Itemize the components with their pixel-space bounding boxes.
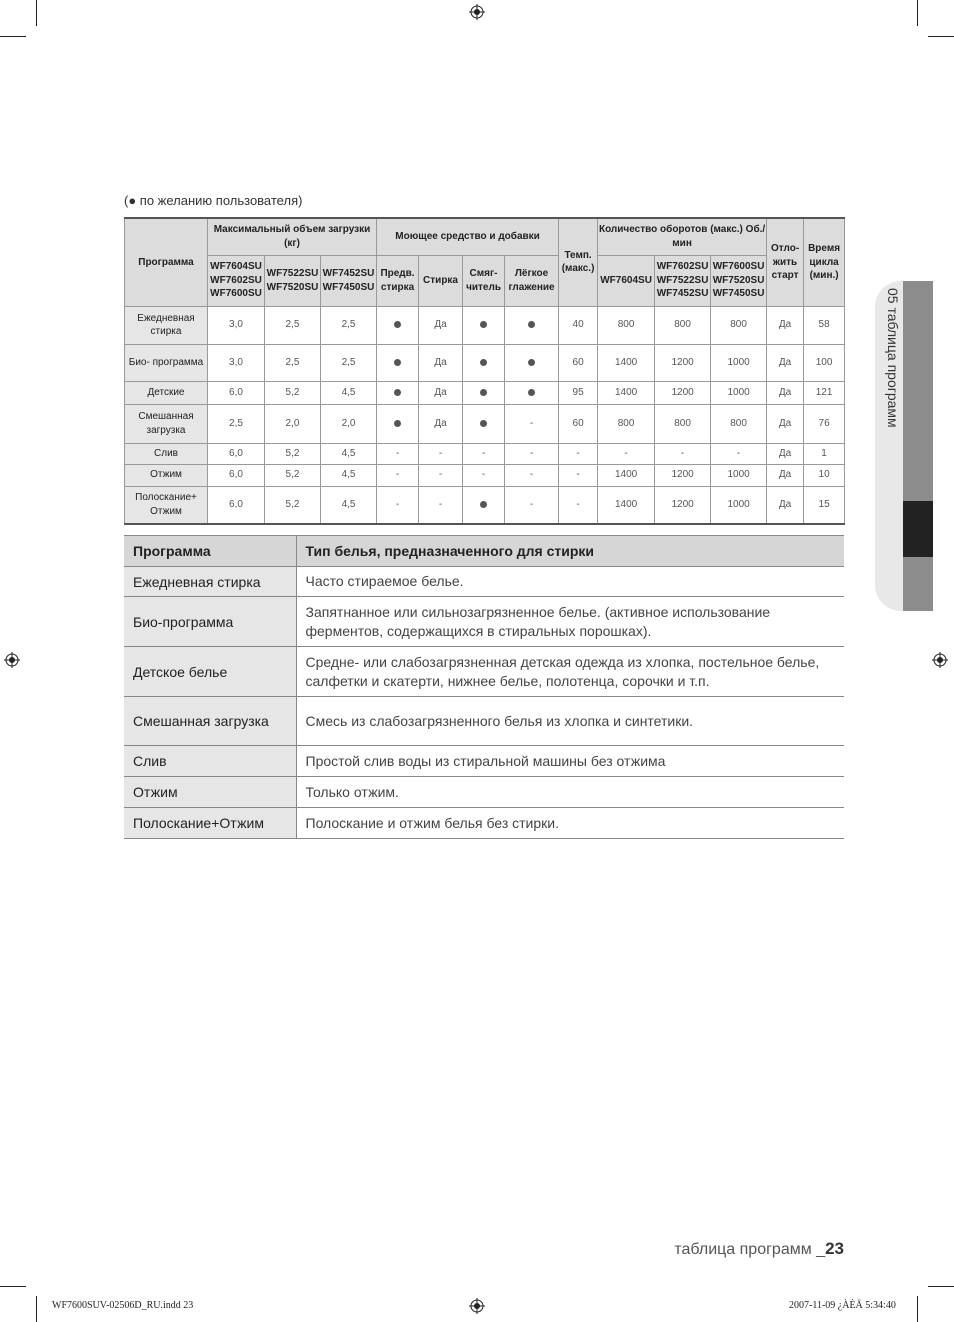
value-cell: 6,0 [208,443,265,464]
value-cell: - [419,486,463,524]
table-row [125,344,845,381]
value-cell: 1200 [655,486,711,524]
value-cell: Да [419,404,463,443]
row-program-name: Слив [125,443,208,464]
value-cell: 3,0 [208,344,265,381]
value-cell: 15 [804,486,845,524]
option-dot-cell [505,306,559,344]
row-program-name: Био- программа [125,344,208,381]
col-program: Программа [125,218,208,306]
value-cell: 800 [655,306,711,344]
value-cell: 800 [711,306,767,344]
value-cell: Да [767,443,804,464]
table-row [125,381,845,404]
optional-dot-icon [480,321,487,328]
value-cell: 100 [804,344,845,381]
optional-dot-icon [394,321,401,328]
value-cell: Да [767,306,804,344]
chapter-tab-label: 05 таблица программ [885,288,901,428]
table-row [125,443,845,464]
value-cell: - [655,443,711,464]
crop-mark [917,0,918,26]
table-row [125,486,845,524]
col-delay: Отло- жить старт [767,218,804,306]
table-row [124,567,844,597]
value-cell: 2,5 [321,344,377,381]
value-cell: 3,0 [208,306,265,344]
value-cell: Да [767,404,804,443]
value-cell: Да [767,344,804,381]
value-cell: 1200 [655,464,711,486]
footer-label: таблица программ _ [674,1241,826,1258]
col-easy-iron: Лёгкое глажение [505,255,559,306]
crop-mark [0,1286,26,1287]
optional-dot-icon [480,359,487,366]
desc-laundry-type: Средне- или слабозагрязненная детская одежда из хлопка, постельное белье, салфетки и скатерти, нижнее белье, полотенца, сорочки и т.п. [296,647,844,697]
col-max-load: Максимальный объем загрузки (кг) [208,218,377,255]
optional-dot-icon [480,389,487,396]
desc-program-name: Полоскание+Отжим [124,808,296,839]
value-cell: 60 [559,404,598,443]
value-cell: 4,5 [321,443,377,464]
row-program-name: Ежедневная стирка [125,306,208,344]
value-cell: 2,5 [265,306,321,344]
value-cell: 2,0 [321,404,377,443]
value-cell: 6,0 [208,464,265,486]
row-program-name: Отжим [125,464,208,486]
option-dot-cell [463,404,505,443]
col-spin-model: WF7602SU WF7522SU WF7452SU [655,255,711,306]
option-dot-cell [463,344,505,381]
crop-mark [0,36,26,37]
value-cell: - [505,443,559,464]
value-cell: - [463,464,505,486]
chapter-tab-marker [903,501,933,557]
registration-mark-icon [4,652,20,668]
value-cell: 1400 [598,344,655,381]
registration-mark-icon [469,4,485,20]
optional-dot-icon [528,389,535,396]
desc-laundry-type: Полоскание и отжим белья без стирки. [296,808,844,839]
value-cell: 2,5 [321,306,377,344]
col-load-model: WF7452SU WF7450SU [321,255,377,306]
desc-program-name: Ежедневная стирка [124,567,296,597]
value-cell: 6,0 [208,381,265,404]
desc-laundry-type: Только отжим. [296,777,844,808]
laundry-type-table [124,535,844,839]
value-cell: 2,5 [208,404,265,443]
table-row [124,597,844,647]
value-cell: - [711,443,767,464]
value-cell: 10 [804,464,845,486]
row-program-name: Полоскание+ Отжим [125,486,208,524]
value-cell: - [559,464,598,486]
col-detergent: Моющее средство и добавки [377,218,559,255]
optional-dot-icon [480,501,487,508]
value-cell: Да [419,306,463,344]
value-cell: - [419,443,463,464]
optional-dot-icon [394,420,401,427]
page-footer [674,1239,844,1259]
value-cell: 1000 [711,381,767,404]
col-spin: Количество оборотов (макс.) Об./мин [598,218,767,255]
desc-program-name: Детское белье [124,647,296,697]
option-dot-cell [463,306,505,344]
desc-program-name: Смешанная загрузка [124,697,296,746]
desc-laundry-type: Запятнанное или сильнозагрязненное белье. (активное использование ферментов, содержащихся в стиральных порошках). [296,597,844,647]
optional-dot-icon [528,321,535,328]
value-cell: 800 [598,404,655,443]
option-dot-cell [377,404,419,443]
col-prewash: Предв. стирка [377,255,419,306]
col-softener: Смяг- читель [463,255,505,306]
option-dot-cell [377,306,419,344]
value-cell: 1 [804,443,845,464]
value-cell: 1400 [598,486,655,524]
registration-mark-icon [932,652,948,668]
col-temp: Темп. (макс.) [559,218,598,306]
value-cell: - [505,404,559,443]
optional-dot-icon [528,359,535,366]
value-cell: 800 [711,404,767,443]
optional-dot-icon [480,420,487,427]
desc-laundry-type: Смесь из слабозагрязненного белья из хлопка и синтетики. [296,697,844,746]
value-cell: 800 [598,306,655,344]
value-cell: 2,0 [265,404,321,443]
desc-col-laundry-type: Тип белья, предназначенного для стирки [296,536,844,567]
table-row [125,464,845,486]
table-row [124,647,844,697]
value-cell: Да [419,344,463,381]
value-cell: 95 [559,381,598,404]
col-load-model: WF7604SU WF7602SU WF7600SU [208,255,265,306]
value-cell: Да [767,486,804,524]
col-spin-model: WF7604SU [598,255,655,306]
page-number: 23 [825,1239,844,1258]
value-cell: 6,0 [208,486,265,524]
desc-col-program: Программа [124,536,296,567]
value-cell: - [505,464,559,486]
option-dot-cell [505,344,559,381]
value-cell: 1000 [711,464,767,486]
value-cell: Да [767,464,804,486]
option-dot-cell [377,381,419,404]
value-cell: - [505,486,559,524]
table-row [124,697,844,746]
value-cell: 800 [655,404,711,443]
table-row [125,306,845,344]
chapter-tab-bar [903,281,933,611]
value-cell: 4,5 [321,464,377,486]
value-cell: 40 [559,306,598,344]
value-cell: 5,2 [265,443,321,464]
optional-dot-icon [394,359,401,366]
optional-dot-icon [394,389,401,396]
value-cell: - [419,464,463,486]
value-cell: Да [767,381,804,404]
program-table [124,217,845,525]
desc-laundry-type: Часто стираемое белье. [296,567,844,597]
value-cell: 1200 [655,381,711,404]
crop-mark [917,1296,918,1322]
value-cell: 5,2 [265,464,321,486]
table-row [124,808,844,839]
col-load-model: WF7522SU WF7520SU [265,255,321,306]
crop-mark [928,1286,954,1287]
row-program-name: Детские [125,381,208,404]
col-cycle-time: Время цикла (мин.) [804,218,845,306]
registration-mark-icon [469,1298,485,1314]
value-cell: 1000 [711,486,767,524]
value-cell: - [559,443,598,464]
value-cell: - [598,443,655,464]
slug-file-info: WF7600SUV-02506D_RU.indd 23 [52,1300,194,1311]
value-cell: 1400 [598,464,655,486]
value-cell: 4,5 [321,381,377,404]
table-row [125,404,845,443]
value-cell: 1200 [655,344,711,381]
table-row [124,746,844,777]
value-cell: 2,5 [265,344,321,381]
value-cell: - [559,486,598,524]
option-dot-cell [505,381,559,404]
row-program-name: Смешанная загрузка [125,404,208,443]
value-cell: 1000 [711,344,767,381]
value-cell: 1400 [598,381,655,404]
option-dot-cell [463,486,505,524]
desc-program-name: Слив [124,746,296,777]
value-cell: 4,5 [321,486,377,524]
legend-note: (● по желанию пользователя) [124,193,303,208]
desc-program-name: Био-программа [124,597,296,647]
desc-program-name: Отжим [124,777,296,808]
value-cell: Да [419,381,463,404]
slug-date-info: 2007-11-09 ¿ÀÈÄ 5:34:40 [789,1300,896,1311]
value-cell: - [377,464,419,486]
value-cell: - [377,443,419,464]
value-cell: 121 [804,381,845,404]
option-dot-cell [463,381,505,404]
crop-mark [928,36,954,37]
crop-mark [36,0,37,26]
col-wash: Стирка [419,255,463,306]
value-cell: 58 [804,306,845,344]
table-row [124,777,844,808]
value-cell: 5,2 [265,486,321,524]
value-cell: - [463,443,505,464]
desc-laundry-type: Простой слив воды из стиральной машины без отжима [296,746,844,777]
value-cell: 76 [804,404,845,443]
option-dot-cell [377,344,419,381]
crop-mark [36,1296,37,1322]
value-cell: 5,2 [265,381,321,404]
col-spin-model: WF7600SU WF7520SU WF7450SU [711,255,767,306]
value-cell: - [377,486,419,524]
value-cell: 60 [559,344,598,381]
